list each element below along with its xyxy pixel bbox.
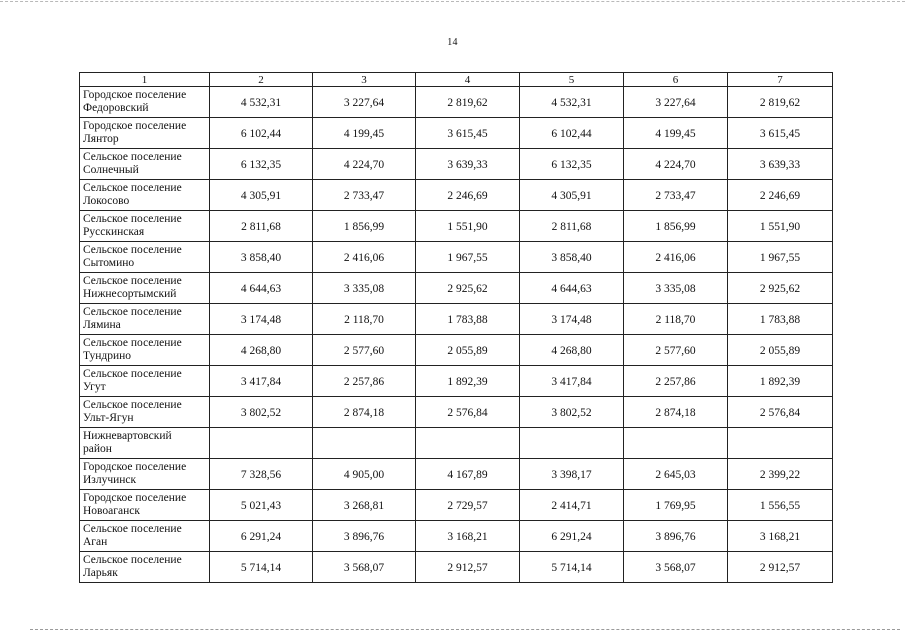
value-cell — [728, 428, 833, 459]
value-cell: 2 416,06 — [313, 242, 416, 273]
settlement-type-label: Городское поселение — [83, 460, 187, 473]
value-cell — [416, 428, 520, 459]
table-row — [80, 335, 833, 366]
value-cell: 3 417,84 — [520, 366, 624, 397]
value-cell: 4 224,70 — [624, 149, 728, 180]
value-cell: 2 874,18 — [624, 397, 728, 428]
value-cell: 3 174,48 — [520, 304, 624, 335]
column-header: 5 — [520, 73, 624, 87]
value-cell: 2 912,57 — [728, 552, 833, 583]
value-cell: 5 714,14 — [520, 552, 624, 583]
value-cell: 3 802,52 — [520, 397, 624, 428]
column-header: 2 — [210, 73, 313, 87]
settlement-type-label: Сельское поселение — [83, 274, 182, 287]
value-cell: 2 811,68 — [520, 211, 624, 242]
value-cell: 2 576,84 — [416, 397, 520, 428]
value-cell: 3 398,17 — [520, 459, 624, 490]
settlement-type-label: Сельское поселение — [83, 553, 182, 566]
value-cell: 6 291,24 — [210, 521, 313, 552]
value-cell: 1 967,55 — [416, 242, 520, 273]
value-cell: 2 416,06 — [624, 242, 728, 273]
column-header: 4 — [416, 73, 520, 87]
settlement-type-label: Сельское поселение — [83, 212, 182, 225]
settlement-name-label: Сытомино — [83, 257, 135, 269]
value-cell: 2 399,22 — [728, 459, 833, 490]
table-header-row — [80, 73, 833, 87]
table-row — [80, 118, 833, 149]
value-cell: 2 925,62 — [728, 273, 833, 304]
value-cell: 2 414,71 — [520, 490, 624, 521]
value-cell: 3 802,52 — [210, 397, 313, 428]
settlement-name-cell — [80, 490, 210, 521]
value-cell: 2 577,60 — [313, 335, 416, 366]
settlement-name-label: Аган — [83, 536, 108, 548]
value-cell: 4 905,00 — [313, 459, 416, 490]
settlement-type-label: Сельское поселение — [83, 367, 182, 380]
settlements-table — [79, 72, 833, 583]
value-cell: 6 102,44 — [520, 118, 624, 149]
value-cell: 6 291,24 — [520, 521, 624, 552]
settlement-name-label: район — [83, 443, 112, 455]
settlement-name-cell — [80, 211, 210, 242]
value-cell: 2 576,84 — [728, 397, 833, 428]
value-cell: 2 819,62 — [416, 87, 520, 118]
value-cell: 4 199,45 — [313, 118, 416, 149]
settlement-type-label: Нижневартовский — [83, 429, 172, 442]
settlement-name-label: Локосово — [83, 195, 130, 207]
settlement-name-cell — [80, 149, 210, 180]
value-cell: 3 168,21 — [416, 521, 520, 552]
value-cell: 3 858,40 — [210, 242, 313, 273]
column-header: 1 — [80, 73, 210, 87]
table-row — [80, 211, 833, 242]
settlement-type-label: Сельское поселение — [83, 150, 182, 163]
value-cell: 4 532,31 — [210, 87, 313, 118]
settlement-type-label: Городское поселение — [83, 491, 187, 504]
value-cell: 3 639,33 — [416, 149, 520, 180]
value-cell: 4 268,80 — [210, 335, 313, 366]
value-cell: 5 021,43 — [210, 490, 313, 521]
settlement-name-label: Ларьяк — [83, 567, 118, 579]
value-cell: 2 118,70 — [624, 304, 728, 335]
settlement-name-cell — [80, 335, 210, 366]
settlement-type-label: Сельское поселение — [83, 305, 182, 318]
settlement-type-label: Сельское поселение — [83, 243, 182, 256]
value-cell: 2 645,03 — [624, 459, 728, 490]
value-cell: 2 246,69 — [416, 180, 520, 211]
value-cell: 3 858,40 — [520, 242, 624, 273]
value-cell: 6 132,35 — [210, 149, 313, 180]
settlement-name-cell — [80, 428, 210, 459]
value-cell: 4 532,31 — [520, 87, 624, 118]
table-row — [80, 521, 833, 552]
value-cell: 1 551,90 — [416, 211, 520, 242]
value-cell: 1 856,99 — [624, 211, 728, 242]
settlement-name-label: Федоровский — [83, 102, 149, 114]
value-cell: 2 874,18 — [313, 397, 416, 428]
table-row — [80, 304, 833, 335]
value-cell: 2 811,68 — [210, 211, 313, 242]
value-cell: 2 257,86 — [313, 366, 416, 397]
value-cell: 2 733,47 — [624, 180, 728, 211]
table-row — [80, 180, 833, 211]
value-cell: 3 268,81 — [313, 490, 416, 521]
value-cell: 7 328,56 — [210, 459, 313, 490]
column-header: 3 — [313, 73, 416, 87]
table-row — [80, 459, 833, 490]
settlement-name-label: Нижнесортымский — [83, 288, 177, 300]
value-cell: 4 644,63 — [210, 273, 313, 304]
value-cell: 2 733,47 — [313, 180, 416, 211]
settlement-name-cell — [80, 397, 210, 428]
settlement-name-cell — [80, 304, 210, 335]
value-cell: 4 305,91 — [210, 180, 313, 211]
table-row — [80, 273, 833, 304]
value-cell: 1 769,95 — [624, 490, 728, 521]
value-cell: 3 639,33 — [728, 149, 833, 180]
value-cell: 3 615,45 — [728, 118, 833, 149]
table-row — [80, 428, 833, 459]
settlement-name-cell — [80, 180, 210, 211]
value-cell: 3 168,21 — [728, 521, 833, 552]
value-cell: 2 819,62 — [728, 87, 833, 118]
settlement-name-label: Лямина — [83, 319, 121, 331]
settlement-type-label: Сельское поселение — [83, 398, 182, 411]
value-cell: 6 132,35 — [520, 149, 624, 180]
settlement-type-label: Городское поселение — [83, 119, 187, 132]
settlement-name-cell — [80, 366, 210, 397]
table-row — [80, 552, 833, 583]
settlement-name-cell — [80, 521, 210, 552]
value-cell: 2 055,89 — [416, 335, 520, 366]
value-cell: 1 551,90 — [728, 211, 833, 242]
value-cell: 2 118,70 — [313, 304, 416, 335]
settlement-name-label: Новоаганск — [83, 505, 140, 517]
value-cell: 4 199,45 — [624, 118, 728, 149]
value-cell: 3 227,64 — [624, 87, 728, 118]
settlement-name-label: Лянтор — [83, 133, 119, 145]
settlement-name-label: Русскинская — [83, 226, 145, 238]
value-cell: 3 615,45 — [416, 118, 520, 149]
value-cell: 3 335,08 — [313, 273, 416, 304]
settlement-type-label: Сельское поселение — [83, 181, 182, 194]
value-cell: 4 167,89 — [416, 459, 520, 490]
table-row — [80, 149, 833, 180]
settlement-name-label: Солнечный — [83, 164, 139, 176]
value-cell: 6 102,44 — [210, 118, 313, 149]
value-cell: 3 568,07 — [624, 552, 728, 583]
value-cell: 2 257,86 — [624, 366, 728, 397]
table-row — [80, 490, 833, 521]
value-cell: 3 568,07 — [313, 552, 416, 583]
top-scan-rule — [0, 1, 905, 2]
value-cell: 2 912,57 — [416, 552, 520, 583]
value-cell: 2 729,57 — [416, 490, 520, 521]
value-cell: 1 783,88 — [728, 304, 833, 335]
column-header: 6 — [624, 73, 728, 87]
table-row — [80, 366, 833, 397]
settlement-name-cell — [80, 242, 210, 273]
settlement-name-cell — [80, 552, 210, 583]
value-cell: 3 417,84 — [210, 366, 313, 397]
value-cell: 2 925,62 — [416, 273, 520, 304]
value-cell: 3 896,76 — [624, 521, 728, 552]
value-cell: 1 783,88 — [416, 304, 520, 335]
value-cell: 1 892,39 — [728, 366, 833, 397]
value-cell: 1 892,39 — [416, 366, 520, 397]
value-cell: 3 896,76 — [313, 521, 416, 552]
table-body — [80, 87, 833, 583]
value-cell: 5 714,14 — [210, 552, 313, 583]
settlement-name-label: Излучинск — [83, 474, 137, 486]
settlement-name-cell — [80, 118, 210, 149]
column-header: 7 — [728, 73, 833, 87]
value-cell — [520, 428, 624, 459]
settlement-type-label: Сельское поселение — [83, 336, 182, 349]
settlement-type-label: Сельское поселение — [83, 522, 182, 535]
settlement-name-label: Угут — [83, 381, 106, 393]
value-cell — [624, 428, 728, 459]
value-cell — [210, 428, 313, 459]
settlement-name-label: Тундрино — [83, 350, 132, 362]
bottom-scan-rule — [30, 629, 900, 630]
value-cell: 3 174,48 — [210, 304, 313, 335]
page-number: 14 — [447, 37, 458, 48]
settlement-type-label: Городское поселение — [83, 88, 187, 101]
value-cell: 4 268,80 — [520, 335, 624, 366]
value-cell: 1 967,55 — [728, 242, 833, 273]
value-cell: 4 644,63 — [520, 273, 624, 304]
value-cell: 2 055,89 — [728, 335, 833, 366]
settlement-name-label: Ульт-Ягун — [83, 412, 134, 424]
value-cell: 1 856,99 — [313, 211, 416, 242]
value-cell: 1 556,55 — [728, 490, 833, 521]
value-cell: 4 305,91 — [520, 180, 624, 211]
table-row — [80, 242, 833, 273]
settlement-name-cell — [80, 459, 210, 490]
settlement-name-cell — [80, 273, 210, 304]
table-row — [80, 87, 833, 118]
value-cell: 2 246,69 — [728, 180, 833, 211]
value-cell — [313, 428, 416, 459]
settlement-name-cell — [80, 87, 210, 118]
value-cell: 3 335,08 — [624, 273, 728, 304]
value-cell: 3 227,64 — [313, 87, 416, 118]
value-cell: 4 224,70 — [313, 149, 416, 180]
table-row — [80, 397, 833, 428]
value-cell: 2 577,60 — [624, 335, 728, 366]
